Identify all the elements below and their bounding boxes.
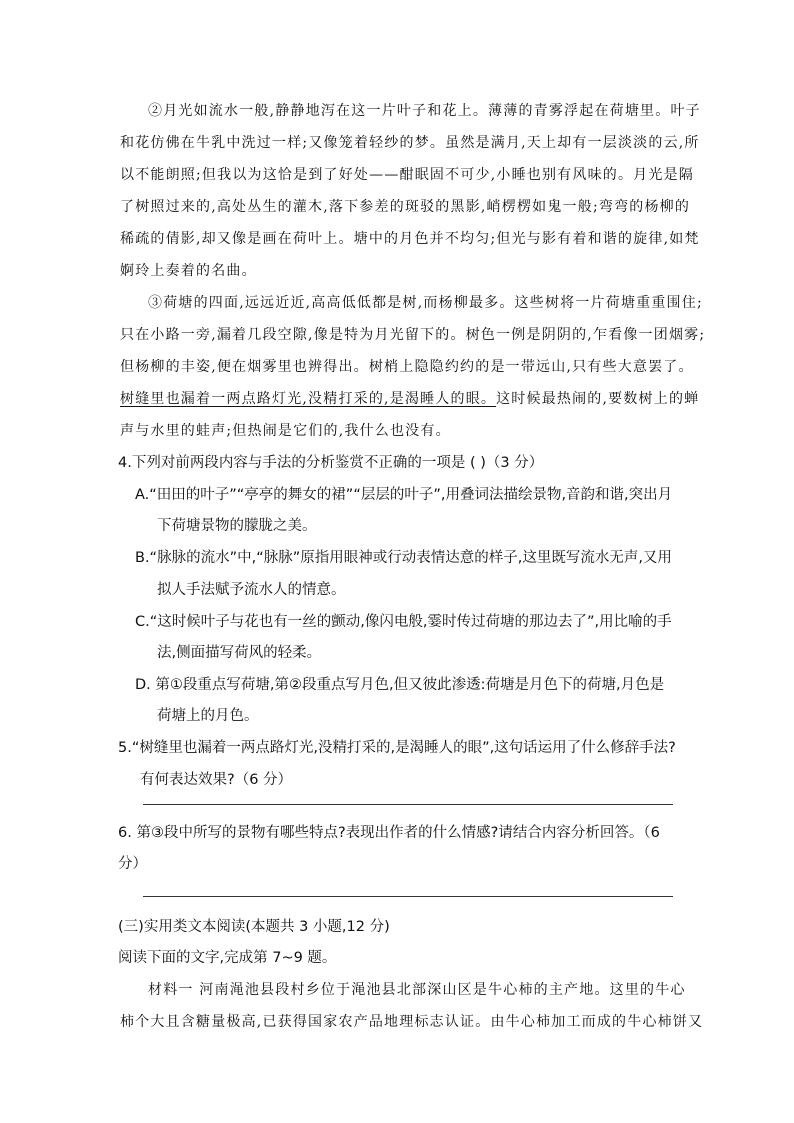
- q4-option-d-line-1: D. 第①段重点写荷塘,第②段重点写月色,但又彼此渗透:荷塘是月色下的荷塘,月色是: [135, 677, 665, 693]
- q4-option-a-line-1: A.“田田的叶子”“亭亭的舞女的裙”“层层的叶子”,用叠词法描绘景物,音韵和谐,突出月: [135, 487, 673, 503]
- q4-option-c-line-2: 法,侧面描写荷风的轻柔。: [157, 645, 322, 661]
- q5-line-1: 5.“树缝里也漏着一两点路灯光,没精打采的,是渴睡人的眼”,这句话运用了什么修辞手法?: [118, 740, 676, 756]
- q4-option-b-line-1: B.“脉脉的流水”中,“脉脉”原指用眼神或行动表情达意的样子,这里既写流水无声,又用: [135, 550, 672, 566]
- passage-para2-line-2: 和花仿佛在牛乳中洗过一样;又像笼着轻纱的梦。虽然是满月,天上却有一层淡淡的云,所: [120, 135, 700, 151]
- passage-para3-line-4: [120, 389, 699, 409]
- passage-para3-line-2: 只在小路一旁,漏着几段空隙,像是特为月光留下的。树色一例是阴阴的,乍看像一团烟雾;: [120, 327, 706, 343]
- q5-line-2: 有何表达效果?（6 分）: [140, 772, 293, 788]
- passage-para3-line-4-rest: 这时候最热闹的,要数树上的蝉: [496, 391, 700, 407]
- q4-option-d-line-2: 荷塘上的月色。: [157, 708, 259, 724]
- q6-answer-line[interactable]: [143, 896, 673, 897]
- section3-heading: (三)实用类文本阅读(本题共 3 小题,12 分): [118, 919, 390, 935]
- q6-line-1: 6. 第③段中所写的景物有哪些特点?表现出作者的什么情感?请结合内容分析回答。（6: [118, 825, 660, 841]
- q4-option-a-line-2: 下荷塘景物的朦胧之美。: [157, 518, 317, 534]
- q6-line-2: 分）: [118, 856, 147, 872]
- q4-option-b-line-2: 拟人手法赋予流水人的情意。: [157, 582, 346, 598]
- material1-line-2: 柿个大且含糖量极高,已获得国家农产品地理标志认证。由牛心柿加工而成的牛心柿饼又: [120, 1014, 704, 1030]
- passage-para2-line-6: 婀玲上奏着的名曲。: [120, 263, 257, 279]
- passage-para2-line-5: 稀疏的倩影,却又像是画在荷叶上。塘中的月色并不均匀;但光与影有着和谐的旋律,如梵: [120, 231, 700, 247]
- passage-para3-line-1: ③荷塘的四面,远远近近,高高低低都是树,而杨柳最多。这些树将一片荷塘重重围住;: [148, 295, 703, 311]
- passage-para3-line-5: 声与水里的蛙声;但热闹是它们的,我什么也没有。: [120, 423, 451, 439]
- passage-para3-line-3: 但杨柳的丰姿,便在烟雾里也辨得出。树梢上隐隐约约的是一带远山,只有些大意罢了。: [120, 359, 694, 375]
- passage-para2-line-3: 以不能朗照;但我以为这恰是到了好处——酣眠固不可少,小睡也别有风味的。月光是隔: [120, 167, 694, 183]
- q4-stem: 4.下列对前两段内容与手法的分析鉴赏不正确的一项是 ( )（3 分）: [118, 455, 544, 471]
- q5-answer-line[interactable]: [143, 804, 673, 805]
- passage-para2-line-4: 了树照过来的,高处丛生的灌木,落下参差的斑驳的黑影,峭楞楞如鬼一般;弯弯的杨柳的: [120, 199, 691, 215]
- underlined-sentence: 树缝里也漏着一两点路灯光,没精打采的,是渴睡人的眼。: [120, 391, 497, 407]
- section3-instruction: 阅读下面的文字,完成第 7~9 题。: [118, 950, 337, 966]
- q4-option-c-line-1: C.“这时候叶子与花也有一丝的颤动,像闪电般,霎时传过荷塘的那边去了”,用比喻的手: [135, 614, 672, 630]
- passage-para2-line-1: ②月光如流水一般,静静地泻在这一片叶子和花上。薄薄的青雾浮起在荷塘里。叶子: [148, 103, 701, 119]
- material1-line-1: 材料一 河南渑池县段村乡位于渑池县北部深山区是牛心柿的主产地。这里的牛心: [148, 982, 686, 998]
